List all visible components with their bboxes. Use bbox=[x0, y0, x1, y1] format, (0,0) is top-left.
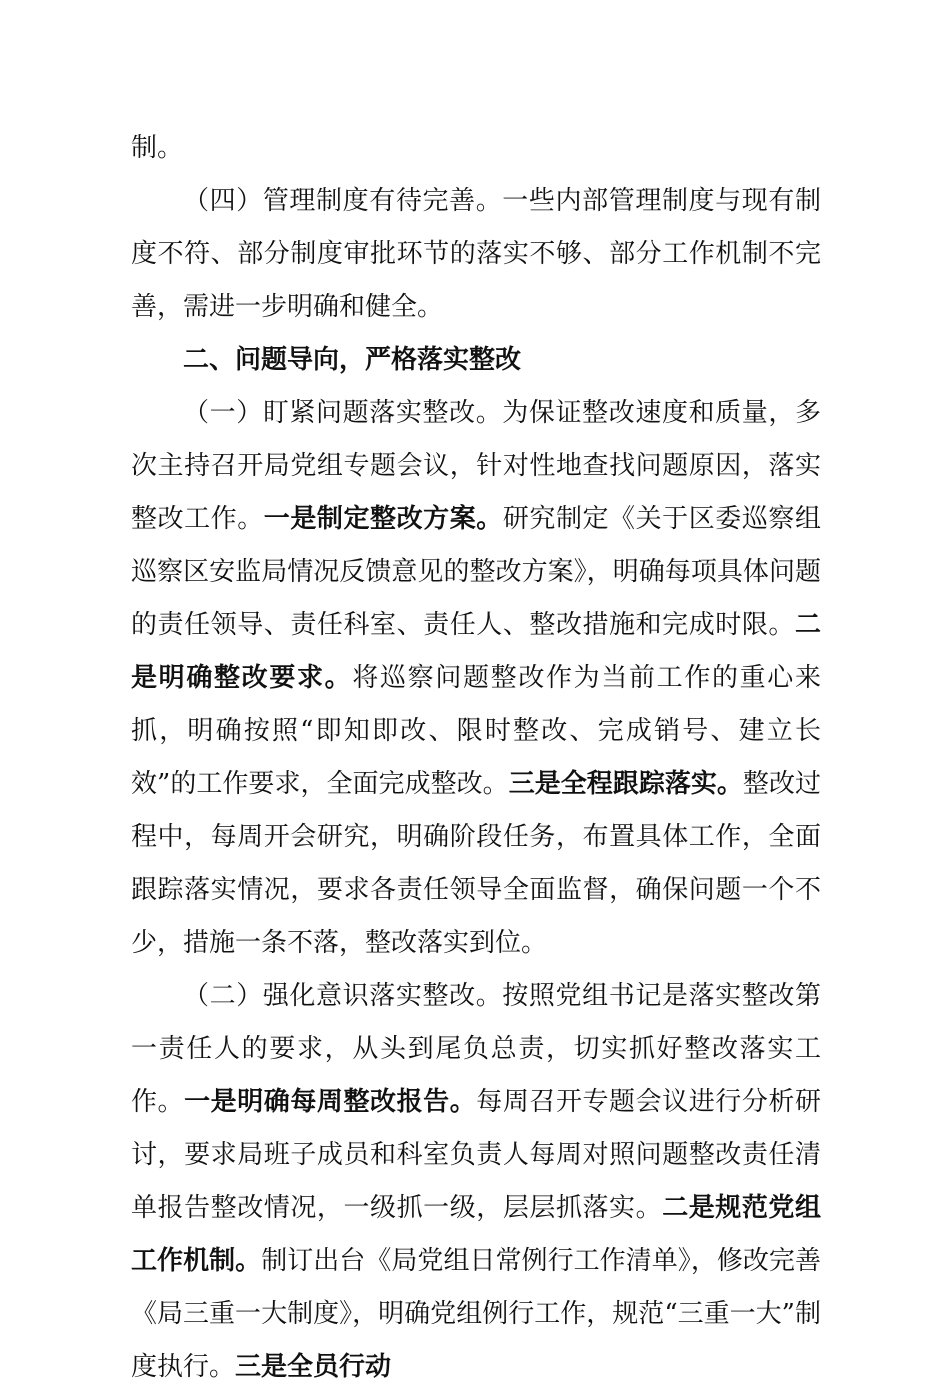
paragraph-text: （二）强化意识落实整改。按照党组书记是落实整改第一责任人的要求，从头到尾负总责，切实抓好整改落实工作。 bbox=[131, 981, 821, 1117]
bold-phrase: 三是全程跟踪落实。 bbox=[508, 769, 743, 799]
paragraph-rectification-2 bbox=[131, 970, 821, 1394]
paragraph-text: 每周召开专题会议进行分析研讨，要求局班子成员和科室负责人每周对照问题整改责任清单报告整改情况，一级抓一级，层层抓落实。 bbox=[131, 1087, 821, 1223]
paragraph-rectification-1 bbox=[131, 387, 821, 970]
paragraph-management-system: （四）管理制度有待完善。一些内部管理制度与现有制度不符、部分制度审批环节的落实不够、部分工作机制不完善，需进一步明确和健全。 bbox=[131, 186, 821, 322]
bold-phrase: 一是明确每周整改报告。 bbox=[184, 1087, 477, 1117]
paragraph-text: （一）盯紧问题落实整改。为保证整改速度和质量，多次主持召开局党组专题会议，针对性地查找问题原因，落实整改工作。 bbox=[131, 398, 821, 534]
paragraph-text: 整改过程中，每周开会研究，明确阶段任务，布置具体工作，全面跟踪落实情况，要求各责任领导全面监督，确保问题一个不少，措施一条不落，整改落实到位。 bbox=[131, 769, 821, 958]
bold-phrase: 三是全员行动 bbox=[235, 1352, 392, 1382]
bold-phrase: 二是规范党组工作机制。 bbox=[131, 1193, 821, 1276]
paragraph-text: 研究制定《关于区委巡察组巡察区安监局情况反馈意见的整改方案》，明确每项具体问题的责任领导、责任科室、责任人、整改措施和完成时限。 bbox=[131, 504, 821, 640]
section-heading-2: 二、问题导向，严格落实整改 bbox=[183, 345, 522, 375]
paragraph-text: 将巡察问题整改作为当前工作的重心来抓，明确按照“即知即改、限时整改、完成销号、建立长效”的工作要求，全面完成整改。 bbox=[131, 663, 821, 799]
paragraph-text: 制订出台《局党组日常例行工作清单》，修改完善《局三重一大制度》，明确党组例行工作，规范“三重一大”制度执行。 bbox=[131, 1246, 821, 1382]
bold-phrase: 一是制定整改方案。 bbox=[263, 504, 503, 534]
paragraph-continuation: 制。 bbox=[131, 133, 184, 163]
bold-phrase: 二是明确整改要求。 bbox=[131, 610, 821, 693]
document-body bbox=[131, 122, 821, 1394]
